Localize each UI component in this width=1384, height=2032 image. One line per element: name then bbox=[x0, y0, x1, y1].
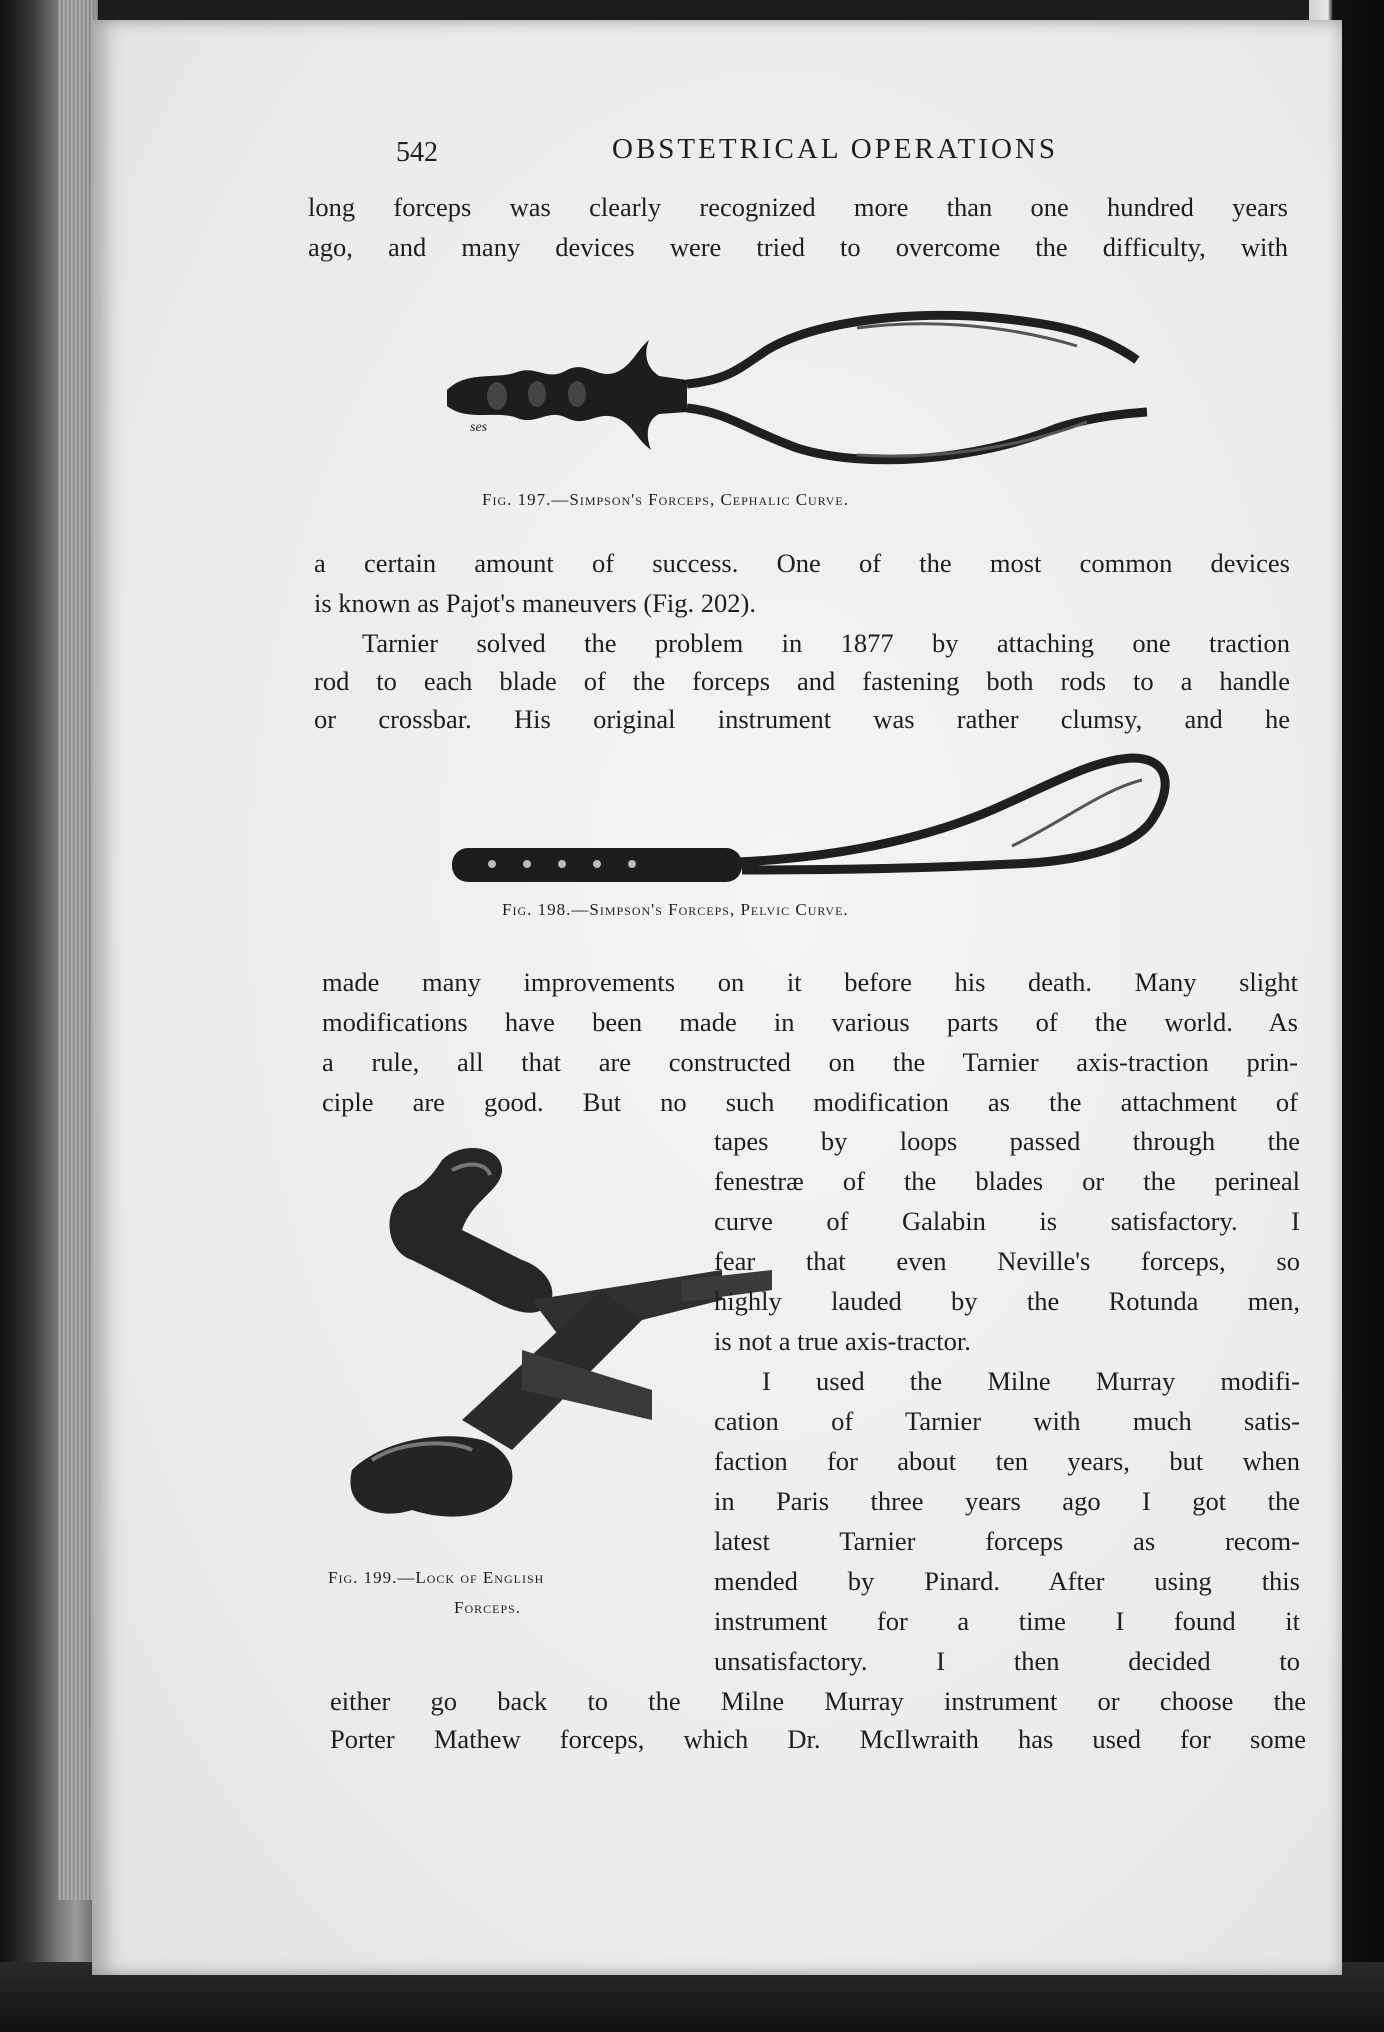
figure-197-engraver-mark: ses bbox=[470, 420, 488, 435]
figure-199-caption-line1: Fig. 199.—Lock of English bbox=[328, 1568, 545, 1587]
text-line: or crossbar. His original instrument was rather clumsy, and he bbox=[314, 704, 1290, 734]
text-line: tapes by loops passed through the bbox=[714, 1126, 1300, 1156]
figure-199-lock-illustration bbox=[322, 1140, 782, 1540]
text-line: is not a true axis-tractor. bbox=[714, 1326, 971, 1356]
book-page bbox=[92, 20, 1342, 1975]
text-line: faction for about ten years, but when bbox=[714, 1446, 1300, 1476]
figure-199-caption-line2: Forceps. bbox=[454, 1598, 522, 1617]
text-line: unsatisfactory. I then decided to bbox=[714, 1646, 1300, 1676]
text-line: a certain amount of success. One of the most common devices bbox=[314, 548, 1290, 578]
text-line: latest Tarnier forceps as recom- bbox=[714, 1526, 1300, 1556]
figure-198-caption: Fig. 198.—Simpson's Forceps, Pelvic Curve. bbox=[502, 900, 849, 919]
figure-197-caption: Fig. 197.—Simpson's Forceps, Cephalic Curve. bbox=[482, 490, 850, 509]
running-head: OBSTETRICAL OPERATIONS bbox=[612, 133, 1058, 165]
text-line: fenestræ of the blades or the perineal bbox=[714, 1166, 1300, 1196]
text-line: long forceps was clearly recognized more than one hundred years bbox=[308, 192, 1288, 222]
text-line: cation of Tarnier with much satis- bbox=[714, 1406, 1300, 1436]
text-line: ciple are good. But no such modification as the attachment of bbox=[322, 1087, 1298, 1117]
text-line: instrument for a time I found it bbox=[714, 1606, 1300, 1636]
text-line: ago, and many devices were tried to overcome the difficulty, with bbox=[308, 232, 1288, 262]
text-line: fear that even Neville's forceps, so bbox=[714, 1246, 1300, 1276]
text-line: in Paris three years ago I got the bbox=[714, 1486, 1300, 1516]
text-line: Porter Mathew forceps, which Dr. McIlwraith has used for some bbox=[330, 1724, 1306, 1754]
text-line: highly lauded by the Rotunda men, bbox=[714, 1286, 1300, 1316]
figure-198-forceps-illustration bbox=[452, 750, 1182, 890]
figure-197-forceps-illustration bbox=[437, 310, 1157, 480]
text-line: Tarnier solved the problem in 1877 by attaching one traction bbox=[362, 628, 1290, 658]
text-line: modifications have been made in various parts of the world. As bbox=[322, 1007, 1298, 1037]
text-line: rod to each blade of the forceps and fastening both rods to a handle bbox=[314, 666, 1290, 696]
text-line: mended by Pinard. After using this bbox=[714, 1566, 1300, 1596]
text-line: is known as Pajot's maneuvers (Fig. 202). bbox=[314, 588, 756, 618]
text-line: I used the Milne Murray modifi- bbox=[762, 1366, 1300, 1396]
text-line: curve of Galabin is satisfactory. I bbox=[714, 1206, 1300, 1236]
text-line: either go back to the Milne Murray instrument or choose the bbox=[330, 1686, 1306, 1716]
text-line: made many improvements on it before his death. Many slight bbox=[322, 967, 1298, 997]
text-line: a rule, all that are constructed on the Tarnier axis-traction prin- bbox=[322, 1047, 1298, 1077]
page-number: 542 bbox=[396, 137, 438, 168]
